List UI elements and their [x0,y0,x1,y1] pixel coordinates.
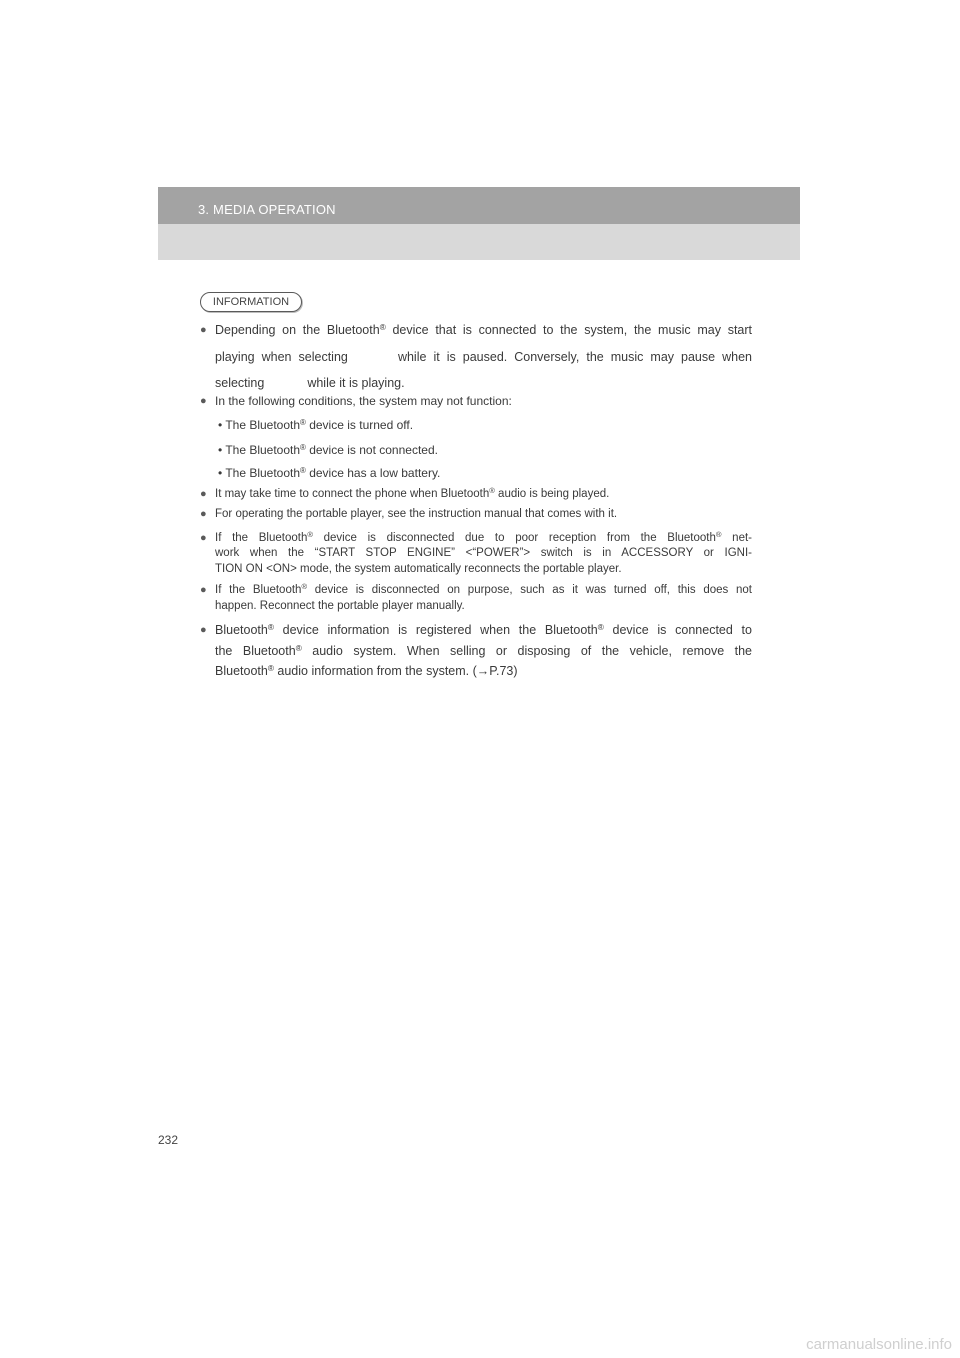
bullet-icon: ● [200,584,207,596]
info-line [215,375,752,391]
bullet-icon: ● [200,532,207,544]
info-line: Depending on the Bluetooth® device that is connected to the system, the music may start [215,322,752,337]
bullet-icon: ● [200,488,207,500]
info-line: In the following conditions, the system may not function: [215,394,512,408]
page-number: 232 [158,1133,179,1147]
info-line: If the Bluetooth® device is disconnected on purpose, such as it was turned off, this does not [215,582,752,596]
bullet-icon: ● [200,324,207,336]
info-line: happen. Reconnect the portable player manually. [215,600,465,612]
bullet-icon: ● [200,395,207,407]
info-line: For operating the portable player, see the instruction manual that comes with it. [215,508,618,520]
section-header [158,187,800,224]
info-sub-line: • The Bluetooth® device has a low battery. [218,466,441,480]
info-line: It may take time to connect the phone when Bluetooth® audio is being played. [215,486,610,500]
information-badge: INFORMATION [200,292,302,312]
info-line: If the Bluetooth® device is disconnected due to poor reception from the Bluetooth® net- [215,530,752,544]
info-line-segment: selecting [215,376,265,390]
watermark: carmanualsonline.info [806,1336,952,1353]
info-line: the Bluetooth® audio system. When selling or disposing of the vehicle, remove the [215,643,753,658]
section-title: 3. MEDIA OPERATION [198,202,336,217]
info-line [215,349,752,365]
info-sub-line: • The Bluetooth® device is not connected. [218,443,438,457]
info-line-segment: while it is playing. [307,376,405,390]
section-header-subband [158,224,800,260]
info-sub-line: • The Bluetooth® device is turned off. [218,418,414,432]
info-line-segment: playing when selecting [215,350,348,364]
info-line: Bluetooth® audio information from the system. (→P.73) [215,663,518,678]
bullet-icon: ● [200,624,207,636]
bullet-icon: ● [200,508,207,520]
info-line: TION ON <ON> mode, the system automatically reconnects the portable player. [215,563,622,575]
info-line-segment: while it is paused. Conversely, the music may pause when [397,350,752,364]
info-line: Bluetooth® device information is registered when the Bluetooth® device is connected to [215,622,752,637]
info-line: work when the “START STOP ENGINE” <“POWER”> switch is in ACCESSORY or IGNI- [215,547,752,559]
